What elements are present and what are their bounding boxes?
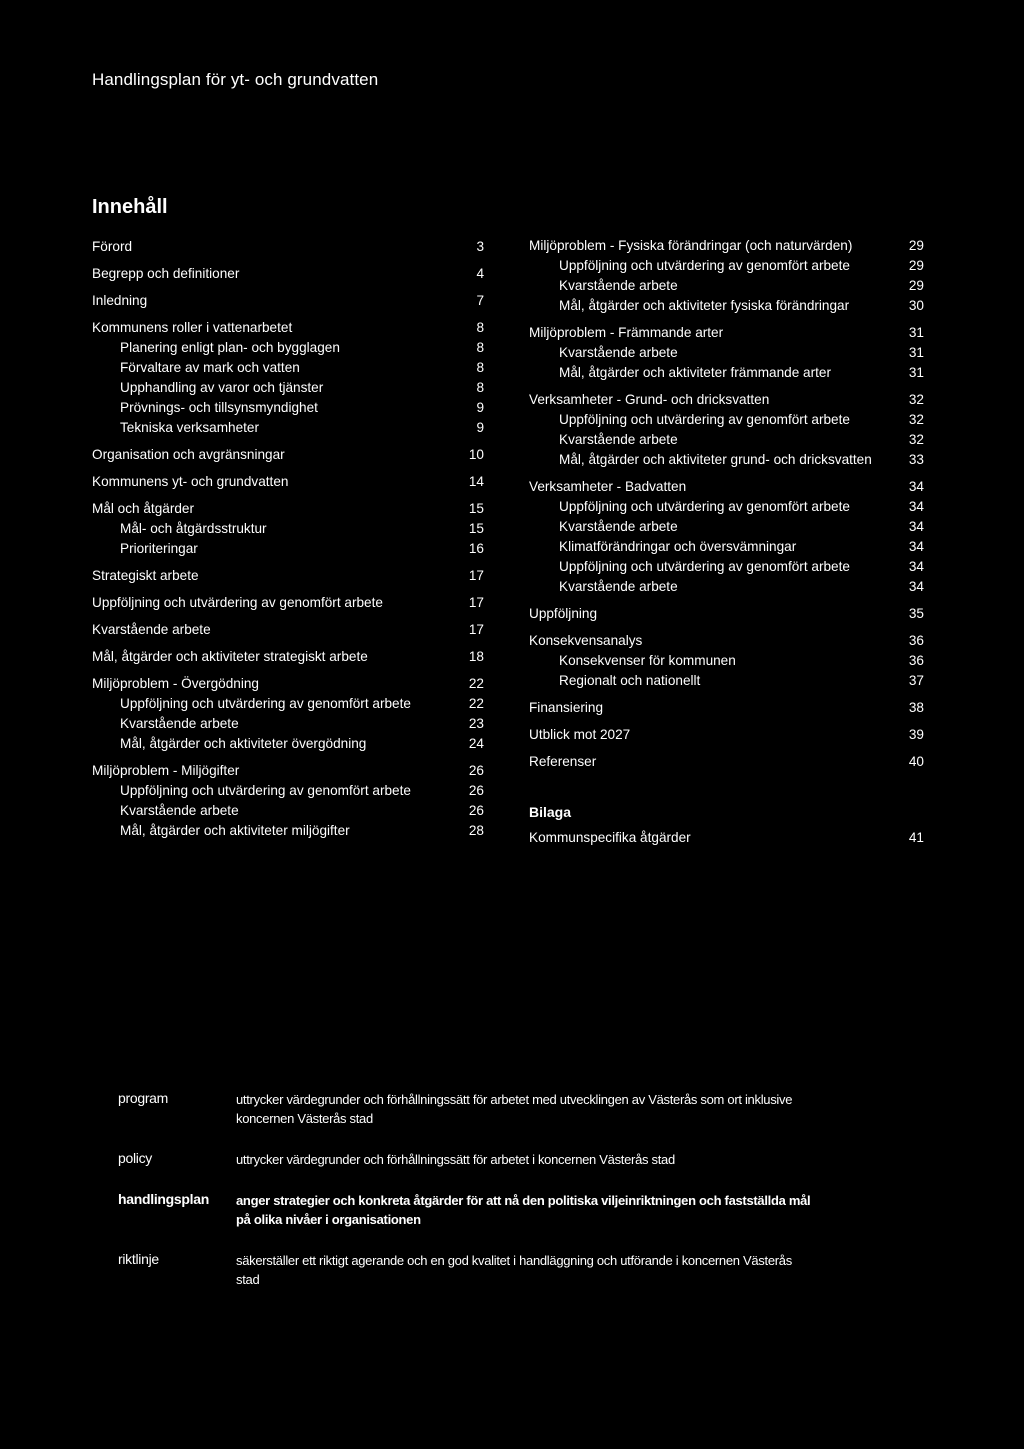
toc-entry-page: 34 <box>908 499 924 514</box>
toc-entry-page: 4 <box>476 266 484 281</box>
toc-entry-page: 16 <box>468 541 484 556</box>
toc-right-column <box>529 236 924 848</box>
toc-entry-label: Kvarstående arbete <box>559 278 678 293</box>
toc-entry-label: Kvarstående arbete <box>559 519 678 534</box>
toc-entry-page: 8 <box>476 320 484 335</box>
toc-entry-page: 24 <box>468 736 484 751</box>
toc-entry-label: Mål, åtgärder och aktiviteter övergödning <box>120 736 367 751</box>
toc-entry[interactable] <box>92 237 484 257</box>
toc-entry-page: 32 <box>908 392 924 407</box>
toc-entry[interactable] <box>529 236 924 256</box>
toc-entry[interactable] <box>92 318 484 338</box>
toc-entry[interactable] <box>92 445 484 465</box>
toc-entry-page: 41 <box>908 830 924 845</box>
toc-entry-label: Kvarstående arbete <box>120 716 239 731</box>
toc-entry-label: Kvarstående arbete <box>559 345 678 360</box>
toc-entry-label: Konsekvensanalys <box>529 633 643 648</box>
document-type-definitions <box>118 1090 818 1311</box>
definition-term: program <box>118 1090 169 1106</box>
toc-entry-label: Utblick mot 2027 <box>529 727 631 742</box>
toc-entry-page: 10 <box>468 447 484 462</box>
toc-entry-label: Uppföljning och utvärdering av genomfört arbete <box>559 559 850 574</box>
toc-entry-page: 18 <box>468 649 484 664</box>
toc-entry-page: 35 <box>908 606 924 621</box>
toc-entry[interactable] <box>92 499 484 519</box>
toc-entry-label: Strategiskt arbete <box>92 568 199 583</box>
toc-subentry[interactable] <box>92 694 484 714</box>
toc-subentry[interactable] <box>529 671 924 691</box>
bilaga-heading: Bilaga <box>529 804 572 820</box>
toc-entry[interactable] <box>529 390 924 410</box>
toc-entry-label: Miljöproblem - Miljögifter <box>92 763 240 778</box>
definition-row <box>118 1090 818 1128</box>
toc-entry[interactable] <box>529 631 924 651</box>
toc-entry-label: Kommunens roller i vattenarbetet <box>92 320 293 335</box>
toc-entry-page: 26 <box>468 803 484 818</box>
toc-subentry[interactable] <box>92 519 484 539</box>
toc-subentry[interactable] <box>529 651 924 671</box>
toc-entry-page: 29 <box>908 258 924 273</box>
toc-entry-page: 15 <box>468 521 484 536</box>
toc-subentry[interactable] <box>529 296 924 316</box>
toc-entry-page: 29 <box>908 238 924 253</box>
toc-entry-label: Klimatförändringar och översvämningar <box>559 539 797 554</box>
toc-entry[interactable] <box>529 477 924 497</box>
toc-subentry[interactable] <box>529 450 924 470</box>
toc-heading: Innehåll <box>92 196 168 218</box>
toc-subentry[interactable] <box>92 418 484 438</box>
toc-entry-page: 17 <box>468 622 484 637</box>
toc-subentry[interactable] <box>529 276 924 296</box>
toc-entry-label: Planering enligt plan- och bygglagen <box>120 340 340 355</box>
toc-subentry[interactable] <box>529 363 924 383</box>
toc-subentry[interactable] <box>529 410 924 430</box>
toc-entry-page: 26 <box>468 783 484 798</box>
toc-entry-page: 36 <box>908 633 924 648</box>
toc-entry[interactable] <box>529 323 924 343</box>
toc-subentry[interactable] <box>92 378 484 398</box>
toc-entry-label: Mål, åtgärder och aktiviteter främmande arter <box>559 365 831 380</box>
toc-entry-page: 33 <box>908 452 924 467</box>
toc-entry-page: 34 <box>908 519 924 534</box>
toc-subentry[interactable] <box>529 430 924 450</box>
toc-subentry[interactable] <box>529 577 924 597</box>
toc-subentry[interactable] <box>529 537 924 557</box>
toc-entry-label: Uppföljning och utvärdering av genomfört arbete <box>120 696 411 711</box>
toc-subentry[interactable] <box>92 358 484 378</box>
toc-subentry[interactable] <box>92 398 484 418</box>
toc-entry-label: Mål, åtgärder och aktiviteter miljögifter <box>120 823 350 838</box>
toc-entry-page: 14 <box>468 474 484 489</box>
toc-entry-page: 29 <box>908 278 924 293</box>
toc-entry-page: 31 <box>908 325 924 340</box>
toc-entry-page: 34 <box>908 479 924 494</box>
toc-entry-label: Prövnings- och tillsynsmyndighet <box>120 400 318 415</box>
toc-left-column <box>92 237 484 841</box>
toc-entry-label: Konsekvenser för kommunen <box>559 653 736 668</box>
toc-entry-label: Kommunens yt- och grundvatten <box>92 474 289 489</box>
toc-entry-page: 30 <box>908 298 924 313</box>
toc-entry-label: Förvaltare av mark och vatten <box>120 360 300 375</box>
toc-entry[interactable] <box>529 698 924 718</box>
toc-entry-page: 28 <box>468 823 484 838</box>
toc-entry-page: 7 <box>476 293 484 308</box>
toc-entry-page: 8 <box>476 380 484 395</box>
definition-text: uttrycker värdegrunder och förhållningssätt för arbetet med utvecklingen av Västerås som ort inklusive koncernen Västerås stad <box>236 1092 793 1126</box>
toc-subentry[interactable] <box>92 801 484 821</box>
definition-term: policy <box>118 1150 152 1166</box>
toc-entry-label: Uppföljning och utvärdering av genomfört arbete <box>92 595 383 610</box>
toc-entry-label: Kommunspecifika åtgärder <box>529 830 691 845</box>
toc-subentry[interactable] <box>92 734 484 754</box>
toc-subentry[interactable] <box>529 256 924 276</box>
toc-entry[interactable] <box>92 647 484 667</box>
definition-term: riktlinje <box>118 1251 159 1267</box>
toc-entry-page: 9 <box>476 400 484 415</box>
toc-entry-page: 32 <box>908 432 924 447</box>
toc-entry-page: 32 <box>908 412 924 427</box>
toc-entry-label: Upphandling av varor och tjänster <box>120 380 324 395</box>
toc-subentry[interactable] <box>529 497 924 517</box>
toc-entry-page: 36 <box>908 653 924 668</box>
toc-entry-page: 23 <box>468 716 484 731</box>
toc-subentry[interactable] <box>92 714 484 734</box>
toc-entry[interactable] <box>529 604 924 624</box>
toc-entry-label: Verksamheter - Badvatten <box>529 479 687 494</box>
toc-entry-label: Mål- och åtgärdsstruktur <box>120 521 267 536</box>
toc-subentry[interactable] <box>92 539 484 559</box>
toc-entry-page: 37 <box>908 673 924 688</box>
toc-entry-label: Uppföljning och utvärdering av genomfört arbete <box>559 412 850 427</box>
definition-row <box>118 1191 818 1229</box>
toc-entry-page: 26 <box>468 763 484 778</box>
toc-subentry[interactable] <box>529 557 924 577</box>
toc-entry-label: Miljöproblem - Fysiska förändringar (och naturvärden) <box>529 238 853 253</box>
toc-entry-label: Begrepp och definitioner <box>92 266 240 281</box>
toc-entry-page: 39 <box>908 727 924 742</box>
toc-entry-label: Kvarstående arbete <box>92 622 211 637</box>
toc-entry-label: Kvarstående arbete <box>559 579 678 594</box>
toc-entry[interactable] <box>92 472 484 492</box>
toc-subentry[interactable] <box>529 343 924 363</box>
toc-entry-label: Finansiering <box>529 700 604 715</box>
toc-entry-label: Kvarstående arbete <box>120 803 239 818</box>
toc-entry-label: Mål och åtgärder <box>92 501 195 516</box>
toc-subentry[interactable] <box>92 338 484 358</box>
toc-entry-label: Tekniska verksamheter <box>120 420 260 435</box>
toc-entry[interactable] <box>92 566 484 586</box>
toc-entry-page: 34 <box>908 539 924 554</box>
toc-entry[interactable] <box>529 752 924 772</box>
toc-entry-page: 15 <box>468 501 484 516</box>
toc-entry-page: 40 <box>908 754 924 769</box>
definition-text: anger strategier och konkreta åtgärder för att nå den politiska viljeinriktningen och fastställda mål på olika nivåer i organisationen <box>236 1193 811 1227</box>
toc-entry-page: 17 <box>468 595 484 610</box>
definition-term: handlingsplan <box>118 1191 209 1207</box>
toc-entry-label: Uppföljning <box>529 606 598 621</box>
toc-entry-page: 31 <box>908 345 924 360</box>
toc-entry-label: Miljöproblem - Övergödning <box>92 676 259 691</box>
definition-text: säkerställer ett riktigt agerande och en god kvalitet i handläggning och utförande i koncernen Västerås stad <box>236 1253 792 1287</box>
toc-entry[interactable] <box>92 674 484 694</box>
toc-subentry[interactable] <box>92 821 484 841</box>
toc-entry-page: 22 <box>468 676 484 691</box>
toc-entry-page: 8 <box>476 360 484 375</box>
toc-entry-label: Kvarstående arbete <box>559 432 678 447</box>
toc-entry-label: Regionalt och nationellt <box>559 673 701 688</box>
toc-entry-label: Mål, åtgärder och aktiviteter grund- och dricksvatten <box>559 452 872 467</box>
toc-entry-label: Mål, åtgärder och aktiviteter fysiska förändringar <box>559 298 850 313</box>
toc-entry-page: 3 <box>476 239 484 254</box>
definition-text: uttrycker värdegrunder och förhållningssätt för arbetet i koncernen Västerås stad <box>236 1152 675 1167</box>
toc-entry-label: Uppföljning och utvärdering av genomfört arbete <box>120 783 411 798</box>
toc-entry[interactable] <box>92 620 484 640</box>
toc-entry-label: Uppföljning och utvärdering av genomfört arbete <box>559 258 850 273</box>
toc-entry-label: Uppföljning och utvärdering av genomfört arbete <box>559 499 850 514</box>
toc-entry-label: Mål, åtgärder och aktiviteter strategiskt arbete <box>92 649 368 664</box>
toc-entry[interactable] <box>92 761 484 781</box>
toc-entry-label: Referenser <box>529 754 597 769</box>
toc-entry-page: 38 <box>908 700 924 715</box>
toc-subentry[interactable] <box>529 517 924 537</box>
definition-row <box>118 1251 818 1289</box>
toc-entry-label: Prioriteringar <box>120 541 198 556</box>
toc-entry-page: 34 <box>908 579 924 594</box>
toc-entry[interactable] <box>529 725 924 745</box>
toc-entry-label: Förord <box>92 239 133 254</box>
toc-entry-label: Inledning <box>92 293 148 308</box>
toc-entry-page: 9 <box>476 420 484 435</box>
toc-entry-page: 17 <box>468 568 484 583</box>
toc-entry-page: 22 <box>468 696 484 711</box>
definition-row <box>118 1150 818 1169</box>
toc-entry-page: 34 <box>908 559 924 574</box>
document-header-title: Handlingsplan för yt- och grundvatten <box>92 70 379 89</box>
toc-entry-page: 8 <box>476 340 484 355</box>
toc-entry[interactable] <box>92 291 484 311</box>
toc-entry-label: Verksamheter - Grund- och dricksvatten <box>529 392 770 407</box>
toc-entry[interactable] <box>92 593 484 613</box>
toc-subentry[interactable] <box>92 781 484 801</box>
toc-entry-page: 31 <box>908 365 924 380</box>
toc-entry-label: Organisation och avgränsningar <box>92 447 285 462</box>
toc-entry[interactable] <box>529 828 924 848</box>
toc-entry-label: Miljöproblem - Främmande arter <box>529 325 724 340</box>
toc-entry[interactable] <box>92 264 484 284</box>
